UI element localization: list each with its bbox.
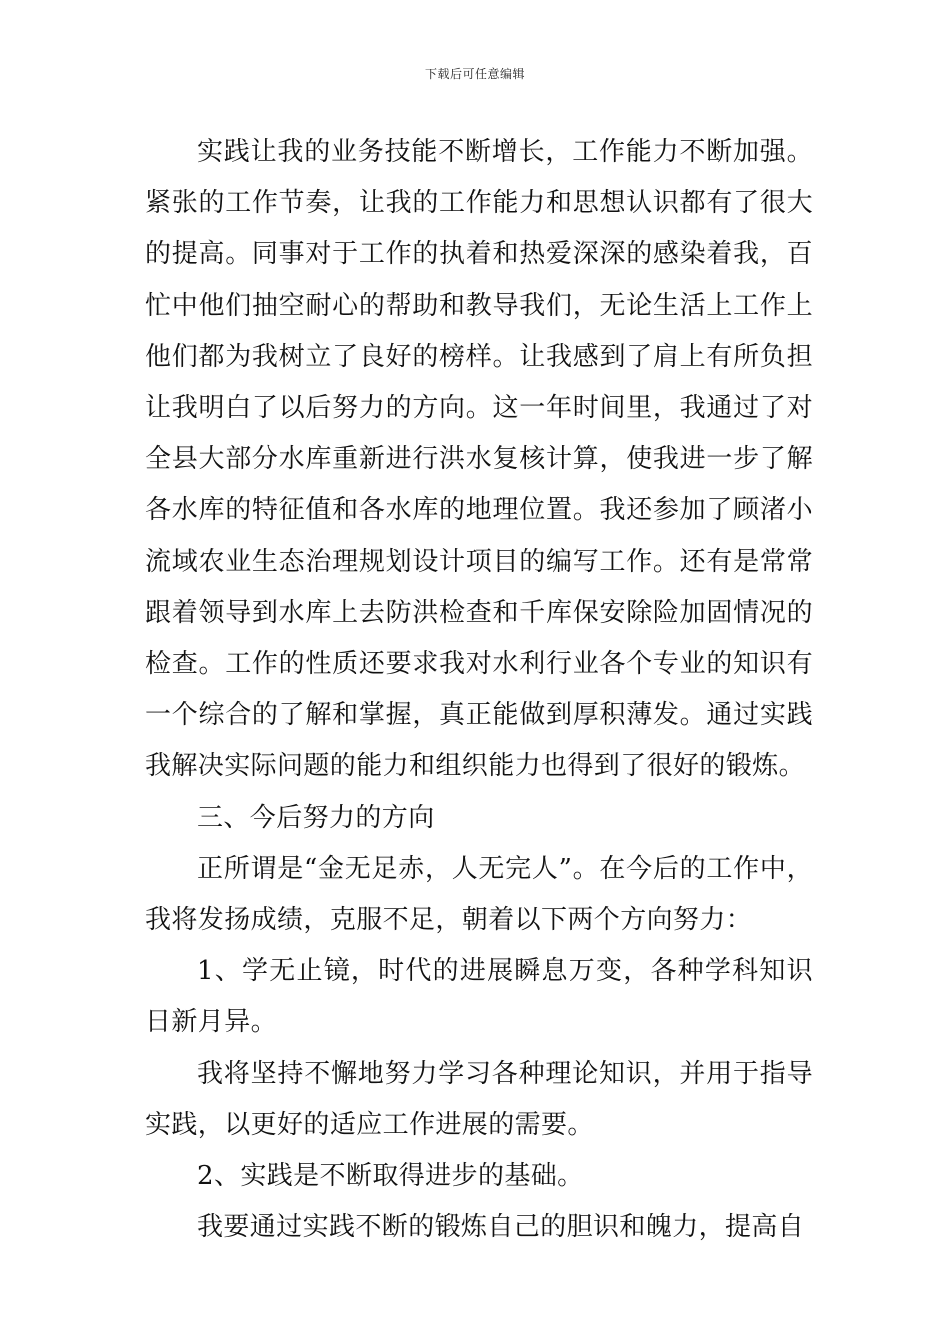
list-item-1: 1、学无止镜，时代的进展瞬息万变，各种学科知识日新月异。 xyxy=(145,956,813,1038)
paragraph-intro-directions: 正所谓是“金无足赤，人无完人”。在今后的工作中，我将发扬成绩，克服不足，朝着以下两个方向努力： xyxy=(145,853,813,936)
list-item-2: 2、实践是不断取得进步的基础。 xyxy=(197,1161,584,1192)
document-body xyxy=(145,127,813,1253)
paragraph-practice-growth: 实践让我的业务技能不断增长，工作能力不断加强。紧张的工作节奏，让我的工作能力和思想认识都有了很大的提高。同事对于工作的执着和热爱深深的感染着我，百忙中他们抽空耐心的帮助和教导我们，无论生活上工作上他们都为我树立了良好的榜样。让我感到了肩上有所负担让我明白了以后努力的方向。这一年时间里，我通过了对全县大部分水库重新进行洪水复核计算，使我进一步了解各水库的特征值和各水库的地理位置。我还参加了顾渚小流域农业生态治理规划设计项目的编写工作。还有是常常跟着领导到水库上去防洪检查和千库保安除险加固情况的检查。工作的性质还要求我对水利行业各个专业的知识有一个综合的了解和掌握，真正能做到厚积薄发。通过实践我解决实际问题的能力和组织能力也得到了很好的锻炼。 xyxy=(145,137,813,782)
page-header-note: 下载后可任意编辑 xyxy=(424,67,525,81)
paragraph-study-theory: 我将坚持不懈地努力学习各种理论知识，并用于指导实践，以更好的适应工作进展的需要。 xyxy=(145,1058,813,1140)
paragraph-practice-courage: 我要通过实践不断的锻炼自己的胆识和魄力，提高自 xyxy=(197,1212,805,1243)
section-heading-future-direction: 三、今后努力的方向 xyxy=(197,802,435,833)
